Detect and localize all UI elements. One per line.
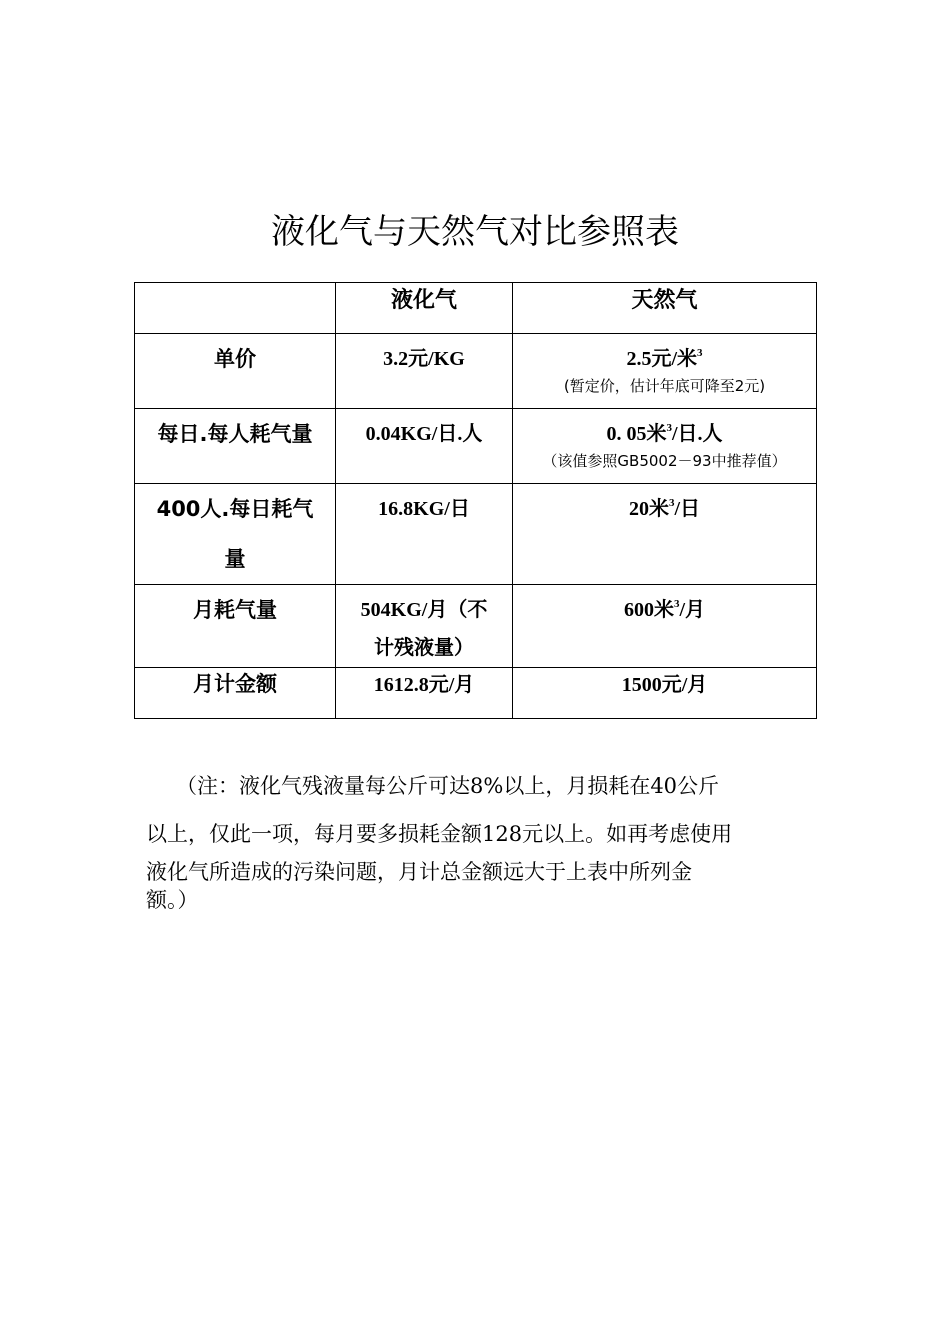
lpg-value: 3.2元/KG — [383, 348, 465, 370]
table-header-row — [135, 283, 817, 334]
ng-value-cell — [513, 409, 817, 484]
header-cell-empty — [135, 283, 336, 334]
ng-value: 0. 05米$^3$/日.人 — [606, 422, 723, 445]
ng-value: 1500元/月 — [621, 674, 708, 696]
header-cell-ng — [513, 283, 817, 334]
table-row — [135, 334, 817, 409]
row-label: 单价 — [214, 347, 256, 371]
superscript-3: 3 — [668, 497, 675, 509]
ng-note: (暂定价，估计年底可降至2元) — [563, 377, 766, 395]
ng-value-cell — [513, 484, 817, 585]
row-label-cell — [135, 334, 336, 409]
superscript-3: 3 — [697, 347, 703, 359]
header-ng: 天然气 — [631, 288, 698, 313]
lpg-value-cell — [336, 668, 513, 719]
table-row — [135, 585, 817, 668]
footnote-line2: 以上，仅此一项，每月要多损耗金额128元以上。如再考虑使用 — [146, 822, 733, 846]
lpg-value-cell — [336, 334, 513, 409]
row-label: 月耗气量 — [193, 598, 277, 622]
row-label-cell — [135, 484, 336, 585]
footnote-line1: （注：液化气残液量每公斤可达8%以上，月损耗在40公斤 — [176, 774, 720, 798]
superscript-3: 3 — [673, 598, 680, 610]
footnote-line4: 额。） — [146, 888, 199, 912]
lpg-value-cell — [336, 409, 513, 484]
row-label-cell — [135, 668, 336, 719]
ng-value-cell — [513, 668, 817, 719]
ng-note: （该值参照GB5002－93中推荐值） — [542, 452, 787, 470]
lpg-value-cell — [336, 585, 513, 668]
row-label-cell — [135, 409, 336, 484]
lpg-value: 1612.8元/月 — [373, 674, 475, 696]
ng-value-cell — [513, 585, 817, 668]
row-label: 每日.每人耗气量 — [157, 422, 313, 446]
row-label-cell — [135, 585, 336, 668]
table-row — [135, 484, 817, 585]
lpg-value: 504KG/月（不 计残液量） — [360, 599, 488, 659]
table-row — [135, 668, 817, 719]
page-title: 液化气与天然气对比参照表 — [271, 212, 679, 252]
footnote — [146, 762, 810, 914]
comparison-table — [134, 282, 817, 719]
table-row — [135, 409, 817, 484]
superscript-3: 3 — [666, 422, 672, 434]
row-label: 月计金额 — [193, 672, 277, 696]
ng-value: 600米$^3$/月 — [623, 598, 706, 621]
lpg-value-cell — [336, 484, 513, 585]
lpg-value: 0.04KG/日.人 — [365, 423, 483, 445]
ng-value: 20米$^3$/日 — [628, 497, 701, 520]
ng-value: 2.5元/米$^3$ — [626, 347, 703, 370]
row-label-line2: 量 — [224, 547, 246, 571]
header-cell-lpg — [336, 283, 513, 334]
footnote-line3: 液化气所造成的污染问题，月计总金额远大于上表中所列金 — [146, 860, 692, 884]
header-lpg: 液化气 — [390, 288, 457, 313]
row-label-line1: 400人.每日耗气 — [156, 497, 314, 521]
ng-value-cell — [513, 334, 817, 409]
lpg-value: 16.8KG/日 — [378, 498, 470, 520]
